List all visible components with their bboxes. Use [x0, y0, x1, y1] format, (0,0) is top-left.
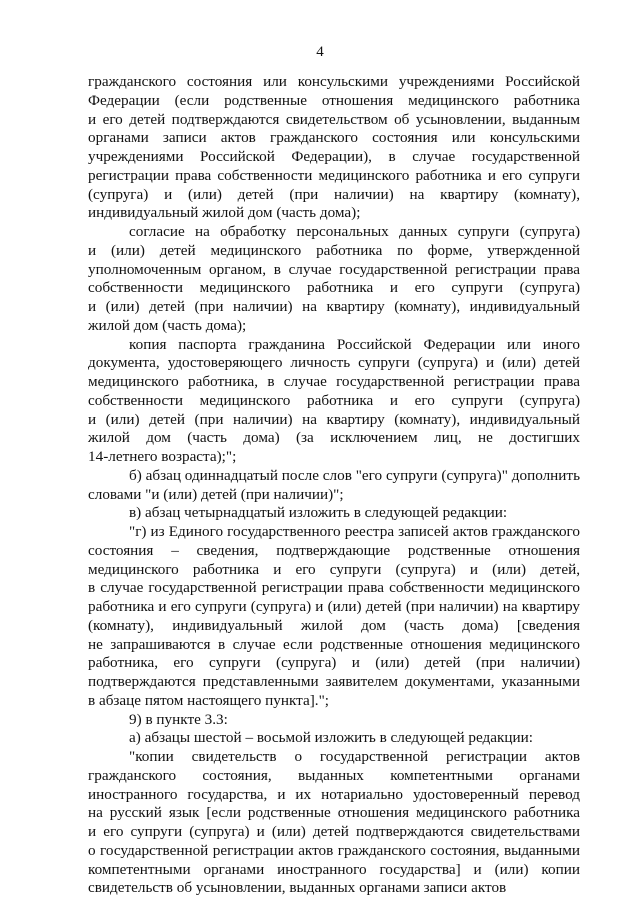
- text-line: (комнату), индивидуальный жилой дом (часть дома) [сведения: [88, 616, 580, 634]
- paragraph: [88, 729, 580, 748]
- text-line: медицинского работника, в случае государственной регистрации права: [88, 373, 580, 390]
- text-line: "копии свидетельств о государственной регистрации актов: [129, 748, 580, 765]
- text-line: 14-летнего возраста);";: [88, 448, 237, 465]
- text-line: не запрашиваются в случае если родственные отношения медицинского: [88, 635, 580, 653]
- text-line: и (или) детей медицинского работника по форме, утвержденной: [88, 241, 580, 259]
- text-line: жилой дом (часть дома);: [88, 316, 247, 334]
- text-line: в абзаце пятом настоящего пункта].";: [88, 691, 329, 709]
- text-line: подтверждаются представленными заявителем документами, указанными: [88, 673, 580, 690]
- text-line: компетентными органами иностранного государства] и (или) копии: [88, 860, 580, 878]
- paragraph: [88, 73, 580, 223]
- paragraph: [88, 711, 580, 730]
- text-line: работника, его супруги (супруга) и (или) детей (при наличии): [88, 654, 580, 672]
- text-line: копия паспорта гражданина Российской Федерации или иного: [129, 335, 580, 353]
- text-line: медицинского работника и его супруги (супруга) и (или) детей,: [88, 560, 580, 578]
- paragraph: [88, 748, 580, 898]
- text-line: собственности медицинского работника и его супруги (супруга): [88, 279, 580, 297]
- paragraph: [88, 223, 580, 336]
- paragraph: [88, 504, 580, 523]
- text-line: органами записи актов гражданского состояния или консульскими: [88, 129, 580, 147]
- paragraph: [88, 336, 580, 467]
- text-line: словами "и (или) детей (при наличии)";: [88, 485, 344, 503]
- text-line: "г) из Единого государственного реестра записей актов гражданского: [129, 523, 580, 540]
- text-line: свидетельств об усыновлении, выданных органами записи актов: [88, 879, 507, 897]
- text-line: работника и его супруги (супруга) и (или) детей (при наличии) на квартиру: [88, 598, 580, 615]
- text-line: гражданского состояния, выданных компетентными органами: [88, 766, 580, 784]
- text-line: согласие на обработку персональных данных супруги (супруга): [129, 223, 580, 240]
- text-line: состояния – сведения, подтверждающие родственные отношения: [88, 541, 580, 559]
- text-line: и (или) детей (при наличии) на квартиру (комнату), индивидуальный: [88, 410, 580, 428]
- text-line: жилой дом (часть дома) (за исключением лиц, не достигших: [88, 429, 580, 447]
- document-body: [88, 73, 580, 898]
- text-line: уполномоченным органом, в случае государственной регистрации права: [88, 260, 580, 278]
- text-line: на русский язык [если родственные отношения медицинского работника: [88, 804, 580, 822]
- text-line: регистрации права собственности медицинского работника и его супруги: [88, 166, 580, 184]
- text-line: в) абзац четырнадцатый изложить в следующей редакции:: [129, 504, 508, 522]
- text-line: Федерации (если родственные отношения медицинского работника: [88, 91, 580, 109]
- text-line: и его детей подтверждаются свидетельством об усыновлении, выданным: [88, 110, 580, 128]
- text-line: документа, удостоверяющего личность супруги (супруга) и (или) детей: [88, 354, 580, 372]
- text-line: о государственной регистрации актов гражданского состояния, выданными: [88, 841, 580, 859]
- text-line: собственности медицинского работника и его супруги (супруга): [88, 391, 580, 409]
- text-line: и (или) детей (при наличии) на квартиру (комнату), индивидуальный: [88, 298, 580, 315]
- text-line: а) абзацы шестой – восьмой изложить в следующей редакции:: [129, 729, 534, 747]
- text-line: (супруга) и (или) детей (при наличии) на квартиру (комнату),: [88, 185, 580, 203]
- text-line: в случае государственной регистрации права собственности медицинского: [88, 579, 580, 597]
- paragraph: [88, 523, 580, 711]
- text-line: иностранного государства, и их нотариально удостоверенный перевод: [88, 785, 580, 803]
- page-number: 4: [316, 44, 324, 60]
- text-line: б) абзац одиннадцатый после слов "его супруги (супруга)" дополнить: [129, 466, 580, 484]
- text-line: гражданского состояния или консульскими учреждениями Российской: [88, 73, 580, 90]
- text-line: и его супруги (супруга) и (или) детей подтверждаются свидетельствами: [88, 823, 580, 840]
- text-line: 9) в пункте 3.3:: [129, 710, 228, 728]
- paragraph: [88, 467, 580, 505]
- text-line: учреждениями Российской Федерации), в случае государственной: [88, 148, 580, 165]
- text-line: индивидуальный жилой дом (часть дома);: [88, 204, 361, 222]
